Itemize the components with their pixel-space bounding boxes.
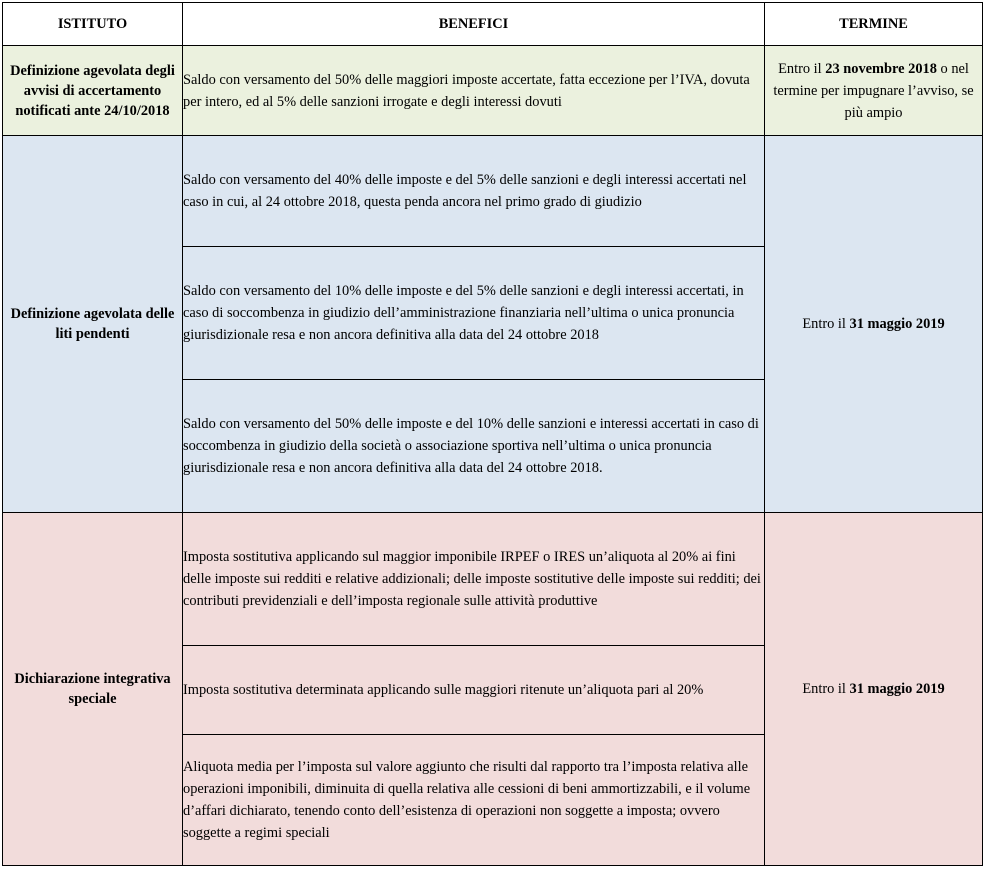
table-row: [3, 46, 983, 136]
termine-prefix: Entro il: [778, 60, 826, 77]
benefici-cell: Aliquota media per l’imposta sul valore aggiunto che risulti dal rapporto tra l’imposta relativa alle operazioni imponibili, diminuita di quella relativa alle cessioni di beni ammortizzabili, e il volume d’affari dichiarato, tenendo conto dell’esistenza di operazioni non soggette a imposta; ovvero soggette a regimi speciali: [183, 735, 765, 866]
header-istituto: ISTITUTO: [3, 3, 183, 46]
benefici-cell: Saldo con versamento del 50% delle maggiori imposte accertate, fatta eccezione per l’IVA, dovuta per intero, ed al 5% delle sanzioni irrogate e degli interessi dovuti: [183, 46, 765, 136]
termine-cell: [765, 136, 983, 513]
header-termine: TERMINE: [765, 3, 983, 46]
table-row: [3, 136, 983, 247]
termine-prefix: Entro il: [802, 316, 850, 332]
benefits-table: [2, 2, 983, 866]
termine-cell: [765, 513, 983, 866]
termine-date: 23 novembre 2018: [825, 60, 937, 77]
termine-suffix: o nel termine per impugnare l’avviso, se più ampio: [773, 60, 974, 121]
termine-prefix: Entro il: [802, 681, 850, 697]
table-row: [3, 513, 983, 646]
header-row: [3, 3, 983, 46]
benefici-cell: Imposta sostitutiva applicando sul maggior imponibile IRPEF o IRES un’aliquota al 20% ai fini delle imposte sui redditi e relative addizionali; delle imposte sostitutive delle imposte sui redditi; dei contributi previdenziali e dell’imposta regionale sulle attività produttive: [183, 513, 765, 646]
benefici-cell: Saldo con versamento del 10% delle imposte e del 5% delle sanzioni e degli interessi accertati, in caso di soccombenza in giudizio dell’amministrazione finanziaria nell’ultima o unica pronuncia giurisdizionale resa e non ancora definitiva alla data del 24 ottobre 2018: [183, 247, 765, 380]
benefici-cell: Saldo con versamento del 40% delle imposte e del 5% delle sanzioni e degli interessi accertati nel caso in cui, al 24 ottobre 2018, questa penda ancora nel primo grado di giudizio: [183, 136, 765, 247]
benefici-cell: Imposta sostitutiva determinata applicando sulle maggiori ritenute un’aliquota pari al 20%: [183, 646, 765, 735]
termine-date: 31 maggio 2019: [849, 681, 945, 697]
benefici-cell: Saldo con versamento del 50% delle imposte e del 10% delle sanzioni e interessi accertati in caso di soccombenza in giudizio della società o associazione sportiva nell’ultima o unica pronuncia giurisdizionale resa e non ancora definitiva alla data del 24 ottobre 2018.: [183, 380, 765, 513]
istituto-cell: Definizione agevolata degli avvisi di accertamento notificati ante 24/10/2018: [3, 46, 183, 136]
termine-date: 31 maggio 2019: [849, 316, 945, 332]
termine-cell: [765, 46, 983, 136]
istituto-cell: Definizione agevolata delle liti pendenti: [3, 136, 183, 513]
header-benefici: BENEFICI: [183, 3, 765, 46]
istituto-cell: Dichiarazione integrativa speciale: [3, 513, 183, 866]
